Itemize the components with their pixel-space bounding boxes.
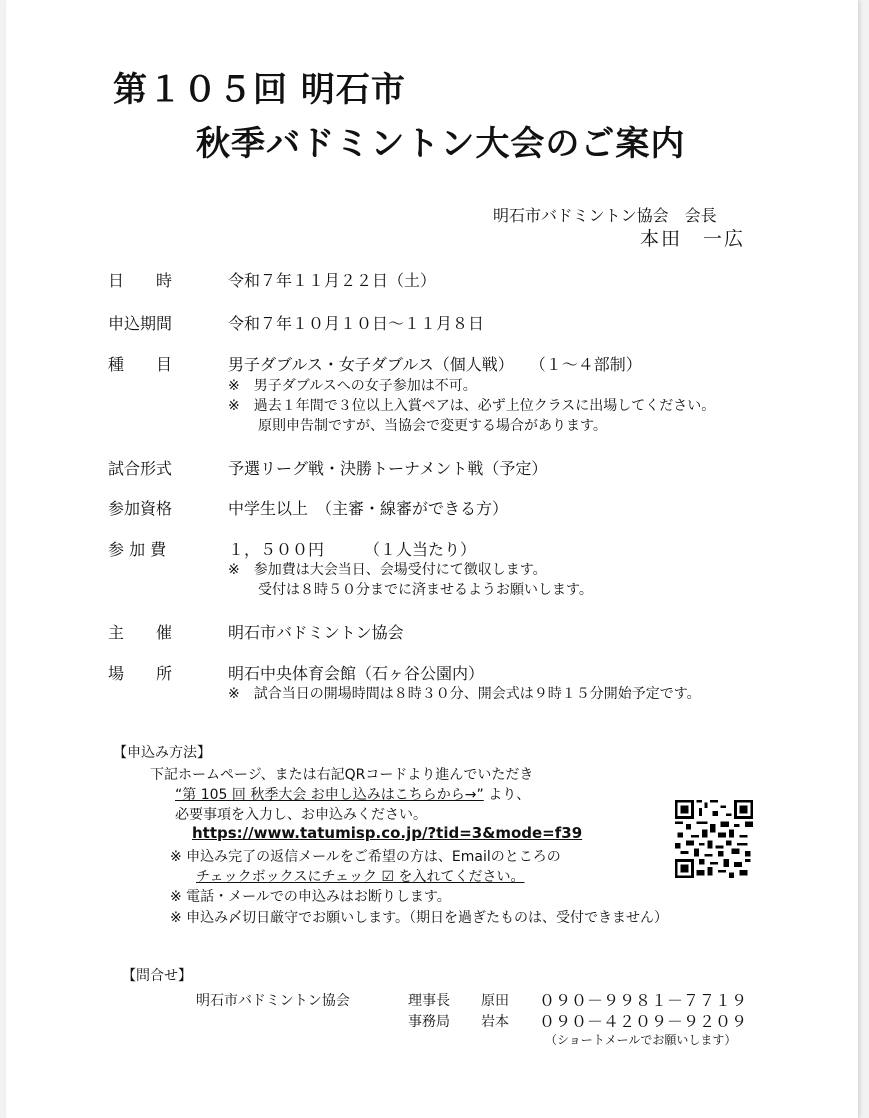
application-url-link[interactable]: https://www.tatumisp.co.jp/?tid=3&mode=f39 <box>192 824 583 842</box>
label-format: 試合形式 <box>108 459 173 478</box>
label-application-period: 申込期間 <box>108 314 173 333</box>
application-note-4: ※ 申込み〆切日厳守でお願いします。（期日を過ぎたものは、受付できません） <box>170 910 669 926</box>
contact-note: （ショートメールでお願いします） <box>545 1033 737 1047</box>
label-event: 種 目 <box>108 355 173 374</box>
application-link-text[interactable]: “第 105 回 秋季大会 お申し込みはこちらから→” <box>175 787 484 803</box>
qr-code-icon[interactable] <box>675 800 753 878</box>
note-venue-1: ※ 試合当日の開場時間は８時３０分、開会式は９時１５分開始予定です。 <box>228 686 701 702</box>
contact-heading: 【問合せ】 <box>122 968 192 984</box>
organizer-org: 明石市バドミントン協会 会長 <box>493 206 717 225</box>
contact-role-1: 理事長 <box>408 993 450 1009</box>
value-venue: 明石中央体育会館（石ヶ谷公園内） <box>228 664 485 683</box>
contact-name-1: 原田 <box>481 993 509 1009</box>
application-note-1: ※ 申込み完了の返信メールをご希望の方は、Emailのところの <box>170 849 561 865</box>
note-event-3: 原則申告制ですが、当協会で変更する場合があります。 <box>258 418 607 434</box>
value-host: 明石市バドミントン協会 <box>228 623 404 642</box>
contact-org: 明石市バドミントン協会 <box>196 993 350 1009</box>
note-fee-1: ※ 参加費は大会当日、会場受付にて徴収します。 <box>228 562 547 578</box>
application-line-2-suffix: より、 <box>483 787 531 803</box>
application-line-1: 下記ホームページ、または右記QRコードより進んでいただき <box>150 767 534 783</box>
value-format: 予選リーグ戦・決勝トーナメント戦（予定） <box>228 459 548 478</box>
note-event-1: ※ 男子ダブルスへの女子参加は不可。 <box>228 378 477 394</box>
value-eligibility: 中学生以上 （主審・線審ができる方） <box>228 499 509 518</box>
label-host: 主 催 <box>108 623 173 642</box>
organizer-president: 本田 一広 <box>640 228 746 250</box>
contact-phone-2: ０９０－４２０９－９２０９ <box>539 1012 748 1031</box>
contact-name-2: 岩本 <box>481 1014 509 1030</box>
application-heading: 【申込み方法】 <box>113 745 211 761</box>
label-venue: 場 所 <box>108 664 173 683</box>
label-eligibility: 参加資格 <box>108 499 173 518</box>
value-date: 令和７年１１月２２日（土） <box>228 271 437 290</box>
note-fee-2: 受付は８時５０分までに済ませるようお願いします。 <box>258 582 593 598</box>
label-date: 日 時 <box>108 271 173 290</box>
application-line-2 <box>175 784 530 804</box>
value-event: 男子ダブルス・女子ダブルス（個人戦） （１～４部制） <box>228 355 642 374</box>
value-application-period: 令和７年１０月１０日～１１月８日 <box>228 314 485 333</box>
application-note-2: チェックボックスにチェック ☑ を入れてください。 <box>196 869 525 885</box>
contact-role-2: 事務局 <box>408 1014 450 1030</box>
contact-phone-1: ０９０－９９８１－７７１９ <box>539 991 748 1010</box>
title-line-2: 秋季バドミントン大会のご案内 <box>196 124 686 164</box>
title-line-1: 第１０５回 明石市 <box>113 70 406 110</box>
label-fee: 参 加 費 <box>108 540 167 559</box>
value-fee: １，５００円 （１人当たり） <box>228 540 477 559</box>
application-note-3: ※ 電話・メールでの申込みはお断りします。 <box>170 889 451 905</box>
application-line-3: 必要事項を入力し、お申込みください。 <box>175 807 427 823</box>
note-event-2: ※ 過去１年間で３位以上入賞ペアは、必ず上位クラスに出場してください。 <box>228 398 716 414</box>
